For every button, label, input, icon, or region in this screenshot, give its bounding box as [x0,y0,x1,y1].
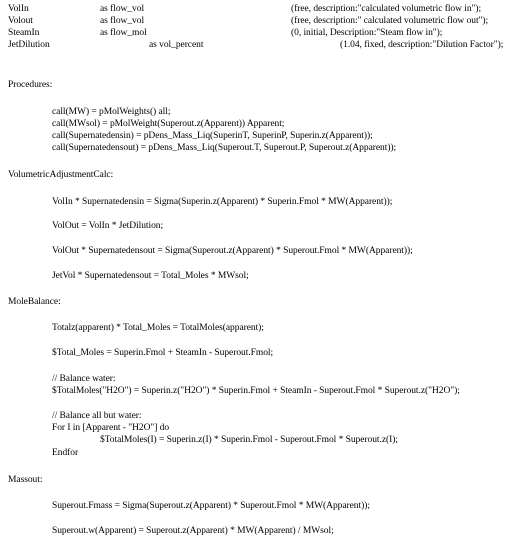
code-line: $Total_Moles = Superin.Fmol + SteamIn - Superout.Fmol; [52,348,274,358]
decl-type-jetdilution: as vol_percent [149,40,204,50]
section-label-volumetric: VolumetricAdjustmentCalc: [8,170,114,180]
section-label-massout: Massout: [8,475,43,485]
code-line: Endfor [52,448,79,458]
code-line: call(MWsol) = pMolWeight(Superout.z(Apparent)) Apparent; [52,119,285,129]
code-comment: // Balance all but water: [52,411,142,421]
code-line: Superout.Fmass = Sigma(Superout.z(Apparent) * Superout.Fmol * MW(Apparent)); [52,501,370,511]
decl-spec-volout: (free, description:" calculated volumetric flow out"); [291,16,489,26]
code-line: JetVol * Supernatedensout = Total_Moles * MWsol; [52,271,249,281]
code-line: $TotalMoles("H2O") = Superin.z("H2O") * Superin.Fmol + SteamIn - Superout.Fmol * Superout.z("H2O"); [52,386,460,396]
code-line: VolOut = VolIn * JetDilution; [52,221,164,231]
code-comment: // Balance water: [52,374,116,384]
code-line: $TotalMoles(I) = Superin.z(I) * Superin.Fmol - Superout.Fmol * Superout.z(I); [100,435,398,445]
code-line: call(Supernatedensin) = pDens_Mass_Liq(SuperinT, SuperinP, Superin.z(Apparent)); [52,131,373,141]
decl-name-volin: VolIn [8,4,29,14]
decl-type-volin: as flow_vol [100,4,145,14]
code-line: VolIn * Supernatedensin = Sigma(Superin.z(Apparent) * Superin.Fmol * MW(Apparent)); [52,197,393,207]
code-line: call(Supernatedensout) = pDens_Mass_Liq(Superout.T, Superout.P, Superout.z(Apparent)); [52,143,397,153]
code-line: Totalz(apparent) * Total_Moles = TotalMoles(apparent); [52,323,264,333]
decl-type-volout: as flow_vol [100,16,145,26]
decl-name-volout: Volout [8,16,33,26]
decl-type-steamin: as flow_mol [100,28,147,38]
code-line: Superout.w(Apparent) = Superout.z(Apparent) * MW(Apparent) / MWsol; [52,526,334,536]
decl-spec-steamin: (0, initial, Description:"Steam flow in"); [291,28,443,38]
section-label-molebalance: MoleBalance: [8,297,61,307]
code-line: VolOut * Supernatedensout = Sigma(Superout.z(Apparent) * Superout.Fmol * MW(Apparent)); [52,246,413,256]
decl-name-jetdilution: JetDilution [8,40,50,50]
decl-spec-volin: (free, description:"calculated volumetric flow in"); [291,4,482,14]
decl-name-steamin: SteamIn [8,28,40,38]
code-line: call(MW) = pMolWeights() all; [52,107,171,117]
code-line: For I in [Apparent - "H2O"] do [52,423,170,433]
decl-spec-jetdilution: (1.04, fixed, description:"Dilution Factor"); [340,40,504,50]
section-label-procedures: Procedures: [8,80,53,90]
